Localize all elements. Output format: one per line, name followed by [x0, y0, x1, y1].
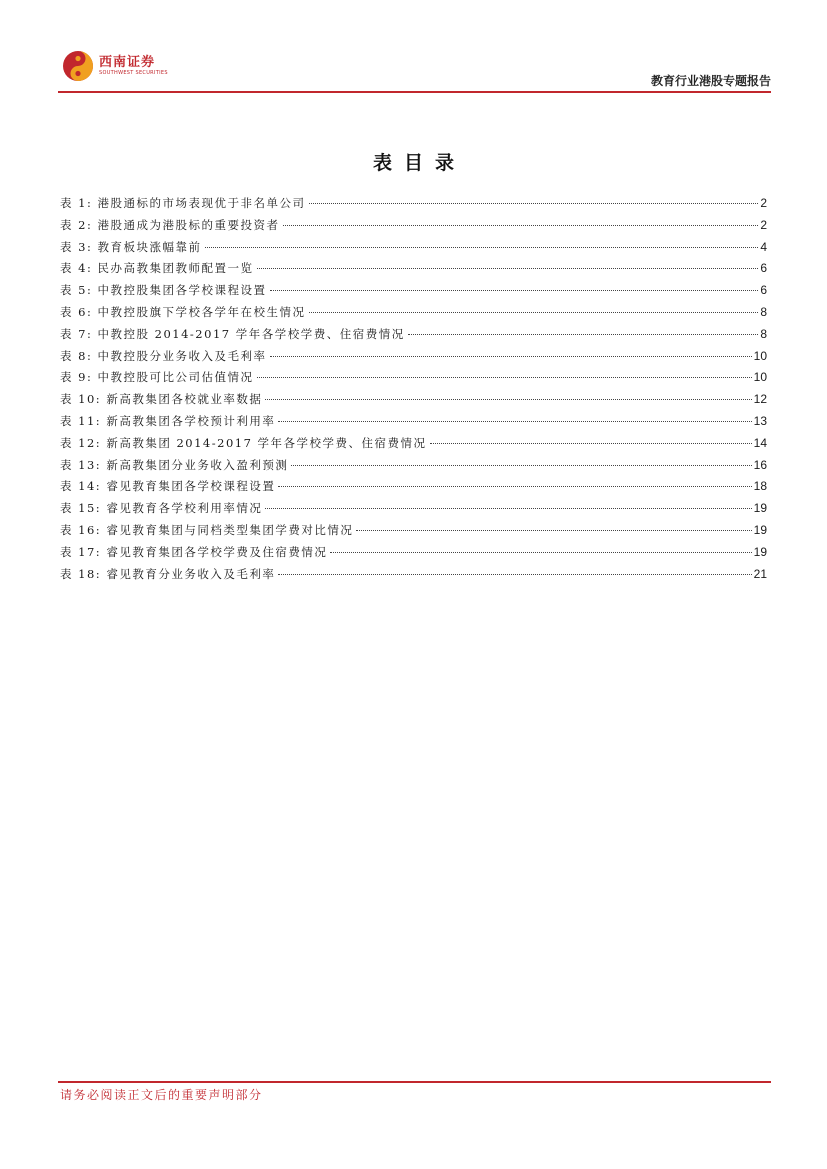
- toc-entry[interactable]: [60, 193, 767, 215]
- toc-entry-label: 表 4: 民办高教集团教师配置一览: [60, 261, 254, 276]
- toc-entry-label: 表 14: 睿见教育集团各学校课程设置: [60, 479, 276, 494]
- toc-entry-label: 表 13: 新高教集团分业务收入盈利预测: [60, 457, 289, 472]
- toc-leader-dots: [309, 203, 759, 204]
- page-header: [58, 46, 771, 92]
- toc-entry-label: 表 16: 睿见教育集团与同档类型集团学费对比情况: [60, 522, 354, 537]
- toc-leader-dots: [430, 443, 752, 444]
- toc-entry[interactable]: [60, 411, 767, 433]
- toc-entry-page: 14: [753, 435, 767, 450]
- toc-leader-dots: [270, 290, 759, 291]
- toc-entry-page: 6: [760, 261, 767, 276]
- table-of-contents: [60, 193, 767, 585]
- toc-entry-label: 表 6: 中教控股旗下学校各学年在校生情况: [60, 304, 306, 319]
- toc-leader-dots: [330, 552, 751, 553]
- toc-entry[interactable]: [60, 542, 767, 564]
- logo-name-en: SOUTHWEST SECURITIES: [99, 70, 168, 76]
- toc-entry-label: 表 9: 中教控股可比公司估值情况: [60, 370, 254, 385]
- toc-entry-page: 10: [753, 370, 767, 385]
- toc-entry-page: 12: [753, 392, 767, 407]
- toc-entry-page: 10: [753, 348, 767, 363]
- toc-entry-label: 表 15: 睿见教育各学校利用率情况: [60, 501, 263, 516]
- toc-leader-dots: [257, 377, 752, 378]
- toc-entry[interactable]: [60, 433, 767, 455]
- toc-entry[interactable]: [60, 302, 767, 324]
- toc-entry-page: 21: [753, 566, 767, 581]
- toc-entry-page: 18: [753, 479, 767, 494]
- header-divider: [58, 91, 771, 93]
- toc-leader-dots: [408, 334, 759, 335]
- toc-leader-dots: [265, 399, 751, 400]
- toc-entry-label: 表 10: 新高教集团各校就业率数据: [60, 392, 263, 407]
- toc-entry-label: 表 18: 睿见教育分业务收入及毛利率: [60, 566, 276, 581]
- toc-leader-dots: [278, 486, 751, 487]
- logo-icon: [62, 50, 94, 82]
- toc-entry-page: 6: [760, 283, 767, 298]
- toc-entry[interactable]: [60, 346, 767, 368]
- toc-entry-page: 8: [760, 326, 767, 341]
- toc-leader-dots: [356, 530, 751, 531]
- toc-entry[interactable]: [60, 564, 767, 586]
- toc-entry-page: 16: [753, 457, 767, 472]
- toc-entry[interactable]: [60, 367, 767, 389]
- toc-entry-page: 8: [760, 304, 767, 319]
- toc-entry-label: 表 1: 港股通标的市场表现优于非名单公司: [60, 196, 306, 210]
- toc-entry[interactable]: [60, 258, 767, 280]
- company-logo: [62, 50, 168, 82]
- toc-entry-page: 13: [753, 413, 767, 428]
- footer-disclaimer: 请务必阅读正文后的重要声明部分: [60, 1088, 263, 1102]
- toc-entry-label: 表 11: 新高教集团各学校预计利用率: [60, 413, 276, 428]
- toc-leader-dots: [270, 356, 752, 357]
- toc-entry-label: 表 12: 新高教集团 2014-2017 学年各学校学费、住宿费情况: [60, 435, 427, 450]
- toc-leader-dots: [278, 421, 751, 422]
- page-title: 表目录: [372, 152, 466, 174]
- toc-leader-dots: [309, 312, 759, 313]
- toc-leader-dots: [283, 225, 759, 226]
- toc-entry[interactable]: [60, 476, 767, 498]
- toc-entry-label: 表 8: 中教控股分业务收入及毛利率: [60, 348, 267, 363]
- toc-entry-label: 表 5: 中教控股集团各学校课程设置: [60, 283, 267, 298]
- toc-leader-dots: [265, 508, 751, 509]
- toc-entry-page: 19: [753, 522, 767, 537]
- toc-entry[interactable]: [60, 389, 767, 411]
- toc-entry-label: 表 3: 教育板块涨幅靠前: [60, 239, 202, 254]
- toc-entry-page: 2: [760, 217, 767, 232]
- footer-divider: [58, 1081, 771, 1083]
- toc-entry[interactable]: [60, 520, 767, 542]
- toc-entry[interactable]: [60, 498, 767, 520]
- toc-leader-dots: [257, 268, 759, 269]
- toc-entry[interactable]: [60, 455, 767, 477]
- logo-name-cn: 西南证券: [99, 55, 156, 70]
- toc-entry-page: 2: [760, 196, 767, 210]
- toc-leader-dots: [278, 574, 751, 575]
- toc-entry[interactable]: [60, 215, 767, 237]
- toc-entry-label: 表 17: 睿见教育集团各学校学费及住宿费情况: [60, 544, 328, 559]
- toc-entry[interactable]: [60, 324, 767, 346]
- toc-leader-dots: [205, 247, 759, 248]
- toc-entry-page: 4: [760, 239, 767, 254]
- toc-entry[interactable]: [60, 237, 767, 259]
- toc-entry-label: 表 7: 中教控股 2014-2017 学年各学校学费、住宿费情况: [60, 326, 405, 341]
- toc-entry[interactable]: [60, 280, 767, 302]
- report-title: 教育行业港股专题报告: [650, 74, 771, 88]
- toc-entry-label: 表 2: 港股通成为港股标的重要投资者: [60, 217, 280, 232]
- toc-leader-dots: [291, 465, 751, 466]
- toc-entry-page: 19: [753, 544, 767, 559]
- toc-entry-page: 19: [753, 501, 767, 516]
